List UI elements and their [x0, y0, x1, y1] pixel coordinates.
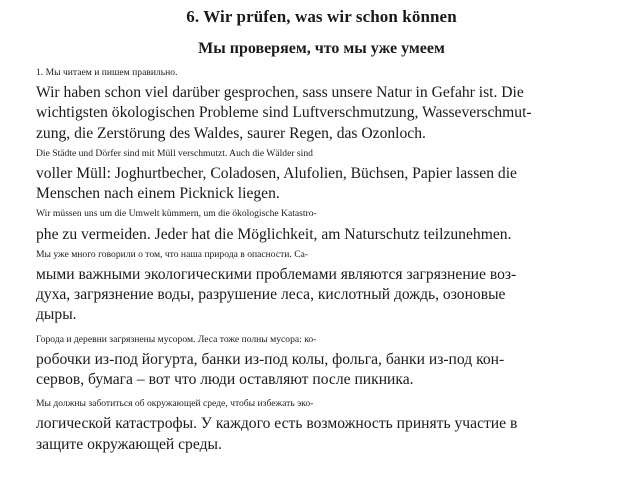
text-line: духа, загрязнение воды, разрушение леса, кислотный дождь, озоновые	[36, 286, 506, 304]
text-line: 1. Мы читаем и пишем правильно.	[36, 67, 178, 78]
text-line: мыми важными экологическими проблемами являются загрязнение воз-	[36, 266, 517, 284]
text-line: Die Städte und Dörfer sind mit Müll verschmutzt. Auch die Wälder sind	[36, 147, 313, 159]
section-subtitle: Мы проверяем, что мы уже умеем	[198, 40, 445, 57]
text-line: защите окружающей среды.	[36, 435, 222, 453]
text-line: Мы должны заботиться об окружающей среде, чтобы избежать эко-	[36, 398, 314, 410]
text-line: voller Müll: Joghurtbecher, Coladosen, Alufolien, Büchsen, Papier lassen die	[36, 165, 517, 183]
text-line: Menschen nach einem Picknick liegen.	[36, 185, 280, 203]
paragraph-6	[14, 394, 629, 455]
text-line: phe zu vermeiden. Jeder hat die Möglichkeit, am Naturschutz teilzunehmen.	[36, 225, 512, 243]
text-line: логической катастрофы. У каждого есть возможность принять участие в	[36, 415, 518, 433]
text-line: дыры.	[36, 306, 77, 324]
text-line: Wir haben schon viel darüber gesprochen, sass unsere Natur in Gefahr ist. Die	[36, 84, 524, 102]
paragraph-2	[14, 144, 629, 205]
text-line: робочки из-под йогурта, банки из-под колы, фольга, банки из-под кон-	[36, 350, 505, 368]
paragraph-5	[14, 330, 629, 391]
paragraph-1	[14, 63, 629, 144]
text-line: wichtigsten ökologischen Probleme sind Luftverschmutzung, Wasseverschmut-	[36, 104, 532, 122]
text-line: zung, die Zerstörung des Waldes, saurer Regen, das Ozonloch.	[36, 124, 426, 142]
text-line: сервов, бумага – вот что люди оставляют после пикника.	[36, 371, 414, 389]
text-line: Города и деревни загрязнены мусором. Леса тоже полны мусора: ко-	[36, 333, 317, 345]
text-line: Wir müssen uns um die Umwelt kümmern, um die ökologische Katastro-	[36, 208, 317, 220]
paragraph-4	[14, 245, 629, 326]
text-line: Мы уже много говорили о том, что наша природа в опасности. Са-	[36, 248, 309, 260]
paragraph-3	[14, 204, 629, 244]
section-title: 6. Wir prüfen, was wir schon können	[186, 7, 457, 26]
